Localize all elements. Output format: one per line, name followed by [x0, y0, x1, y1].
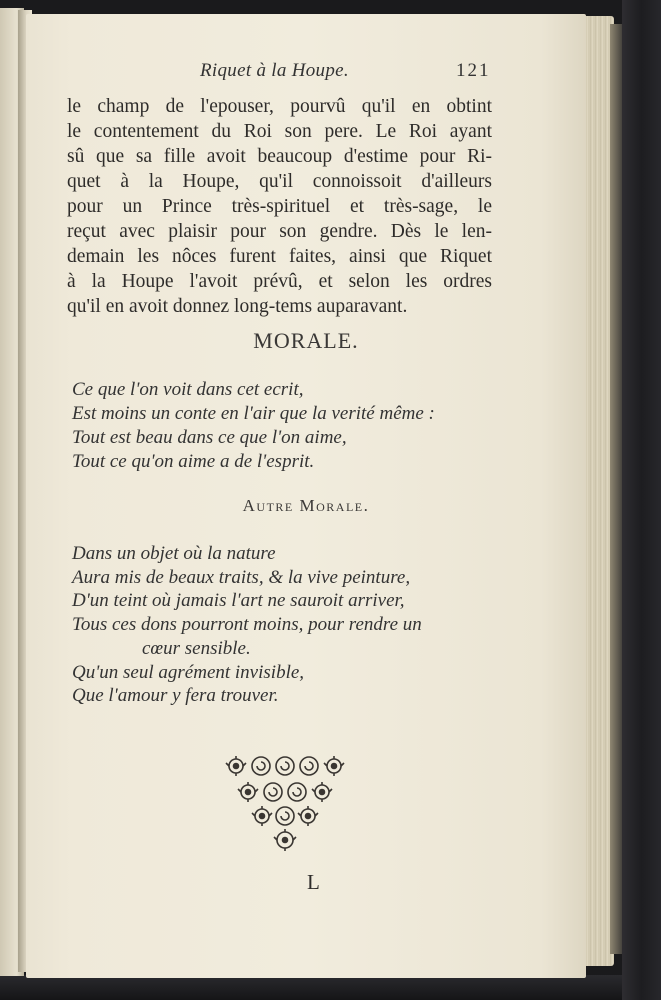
running-title: Riquet à la Houpe. [200, 60, 349, 81]
book-cover-bottom [0, 975, 661, 1000]
prose-line: à la Houpe l'avoit prévû, et selon les ordres [67, 271, 492, 292]
prose-line: reçut avec plaisir pour son gendre. Dès le len- [67, 221, 492, 242]
prose-line: quet à la Houpe, qu'il connoissoit d'ailleurs [67, 171, 492, 192]
floral-ornament-icon [224, 752, 346, 854]
prose-line: sû que sa fille avoit beaucoup d'estime pour Ri- [67, 146, 492, 167]
prose-line: le contentement du Roi son pere. Le Roi ayant [67, 121, 492, 142]
prose-line: qu'il en avoit donnez long-tems auparavant. [67, 296, 408, 317]
autre-morale-verse [72, 542, 422, 708]
verse-line: Aura mis de beaux traits, & la vive peinture, [72, 566, 411, 588]
verse-line: Dans un objet où la nature [72, 543, 276, 564]
prose-line: le champ de l'epouser, pourvû qu'il en obtint [67, 96, 492, 117]
morale-verse [72, 378, 435, 474]
prose-line: demain les nôces furent faites, ainsi que Riquet [67, 246, 492, 267]
verse-line: Tout est beau dans ce que l'on aime, [72, 427, 347, 448]
verse-line: Tout ce qu'on aime a de l'esprit. [72, 451, 315, 472]
verse-line: Est moins un conte en l'air que la verité même : [72, 403, 435, 424]
verse-line: Ce que l'on voit dans cet ecrit, [72, 379, 304, 400]
signature-mark: L [307, 870, 320, 894]
autre-morale-heading: Autre Morale. [242, 496, 370, 515]
prose-paragraph [67, 94, 492, 319]
verse-line: cœur sensible. [142, 637, 251, 659]
page-number: 121 [456, 60, 491, 81]
book-cover-right [622, 0, 661, 1000]
verse-line: D'un teint où jamais l'art ne sauroit arriver, [72, 590, 405, 612]
verse-line: Tous ces dons pourront moins, pour rendre un [72, 614, 422, 636]
verse-line: Qu'un seul agrément invisible, [72, 661, 305, 683]
verse-line: Que l'amour y fera trouver. [72, 685, 279, 707]
prose-line: pour un Prince très-spirituel et très-sage, le [67, 196, 492, 217]
morale-heading: MORALE. [253, 328, 359, 353]
